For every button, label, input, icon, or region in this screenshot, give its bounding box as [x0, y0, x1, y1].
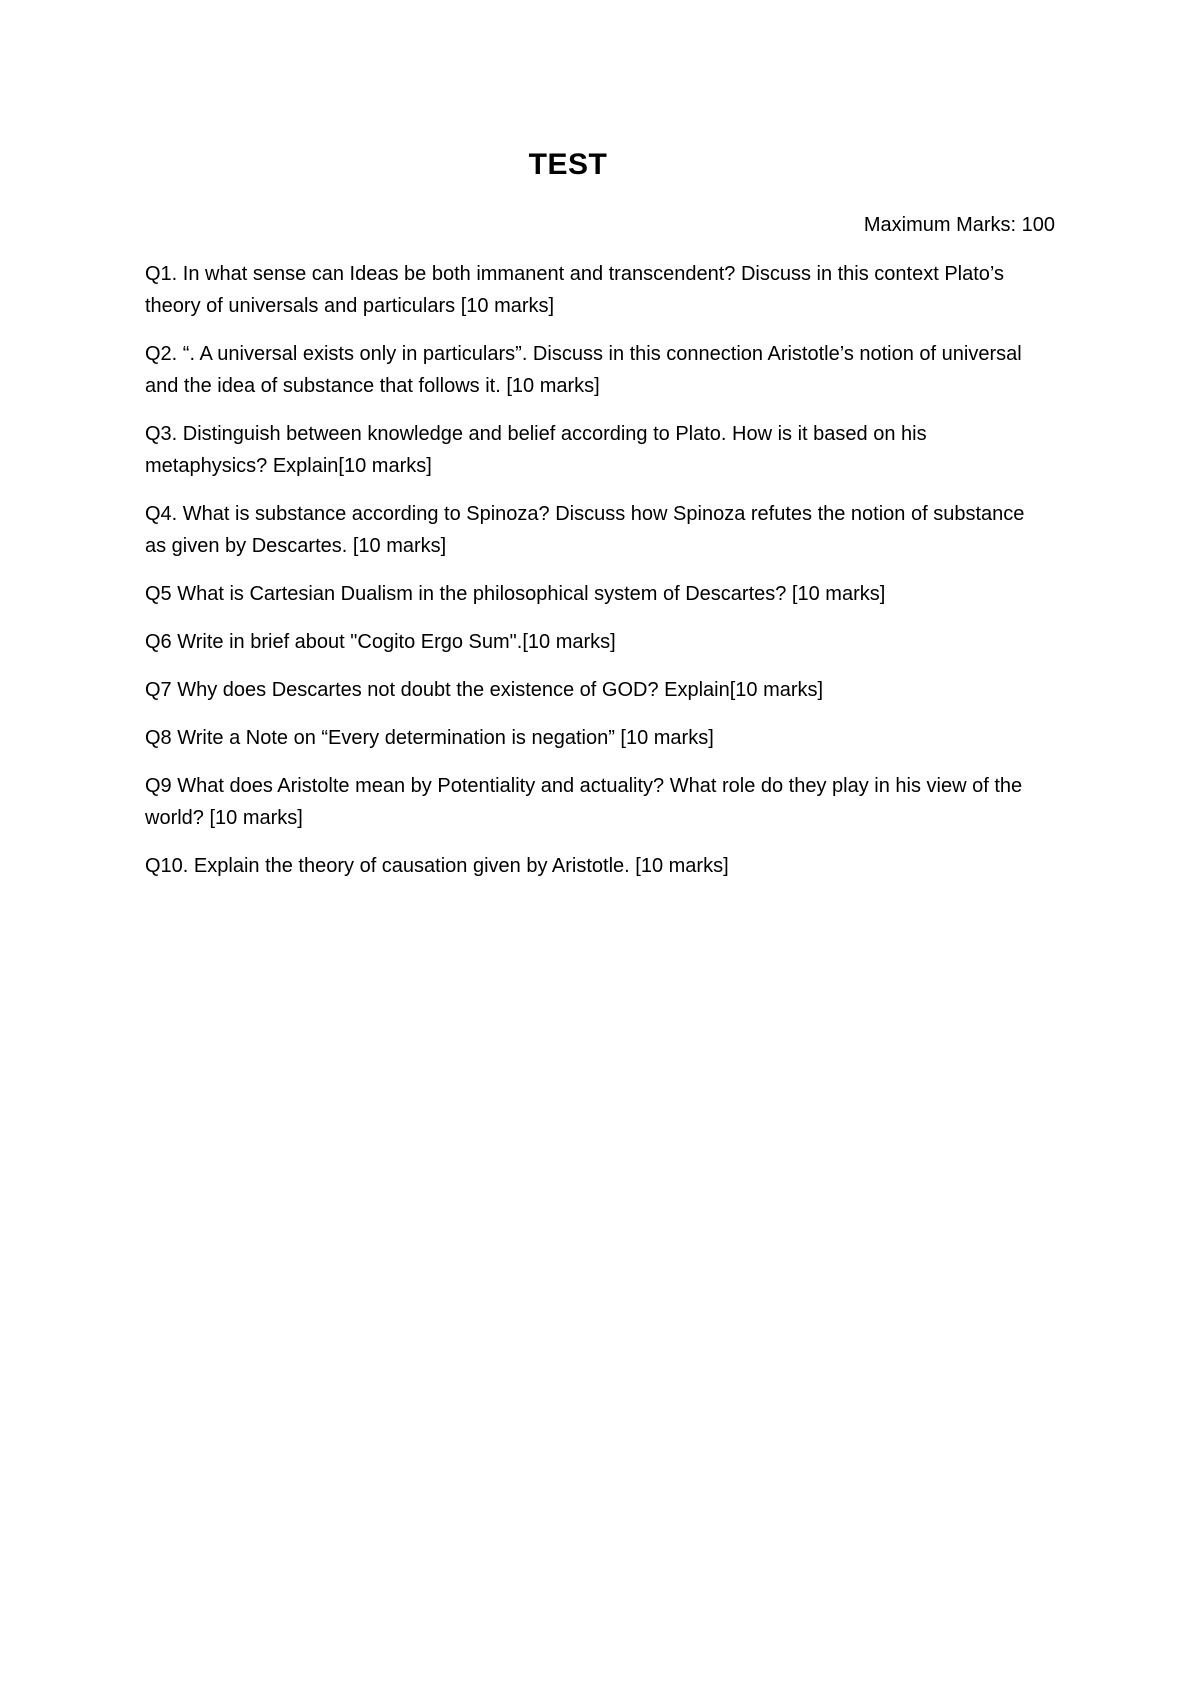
maximum-marks: Maximum Marks: 100: [863, 214, 1055, 236]
question-9: Q9 What does Aristolte mean by Potentiality and actuality? What role do they play in his view of the world? [10 marks]: [145, 775, 1023, 829]
question-list: [145, 258, 1045, 898]
question-6: Q6 Write in brief about "Cogito Ergo Sum".[10 marks]: [145, 631, 616, 653]
question-2: Q2. “. A universal exists only in particulars”. Discuss in this connection Aristotle’s notion of universal and the idea of substance that follows it. [10 marks]: [145, 343, 1022, 397]
question-3: Q3. Distinguish between knowledge and belief according to Plato. How is it based on his metaphysics? Explain[10 marks]: [145, 423, 927, 477]
question-5: Q5 What is Cartesian Dualism in the philosophical system of Descartes? [10 marks]: [145, 583, 886, 605]
page-title: TEST: [528, 148, 608, 181]
question-7: Q7 Why does Descartes not doubt the existence of GOD? Explain[10 marks]: [145, 679, 824, 701]
question-1: Q1. In what sense can Ideas be both immanent and transcendent? Discuss in this context Plato’s theory of universals and particulars [10 marks]: [145, 263, 1005, 317]
question-8: Q8 Write a Note on “Every determination is negation” [10 marks]: [145, 727, 714, 749]
question-4: Q4. What is substance according to Spinoza? Discuss how Spinoza refutes the notion of substance as given by Descartes. [10 marks]: [145, 503, 1025, 557]
question-10: Q10. Explain the theory of causation given by Aristotle. [10 marks]: [145, 855, 729, 877]
